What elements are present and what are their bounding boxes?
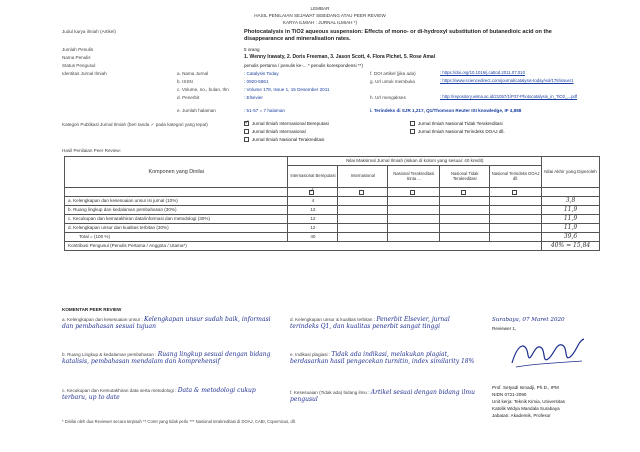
kategori-option-5[interactable]: Jurnal Ilmiah Nasional Terindeks DOAJ dll. — [410, 129, 505, 134]
komentar-a-label: a. Kelengkapan dan kesesuaian unsur : — [62, 317, 143, 322]
checkbox-icon[interactable] — [410, 121, 415, 126]
total-akhir: 39,6 — [542, 233, 600, 242]
row-max: 12 — [288, 206, 338, 215]
nama-penulis-label: Nama Penulis — [62, 55, 91, 60]
hasil-label: Hasil Penilaian Peer Review: — [62, 148, 121, 153]
checkbox-icon[interactable] — [244, 137, 249, 142]
row-label: c. Kecukupan dan kemutakhiran data/informasi dan metodologi (30%) — [65, 215, 288, 224]
sub-header-5: Nasional Terindeks DOAJ dll. — [490, 166, 542, 188]
jumlah-penulis-value: 5 orang — [244, 47, 260, 52]
komentar-c-label: c. Kecukupan dan Kemutakhiran data serta metodologi : — [62, 388, 177, 393]
volume-label: c. Volume, no., bulan, thn — [177, 87, 229, 92]
nama-jurnal-value: : Catalysis Today — [244, 71, 279, 76]
signature-unit: Unit kerja: Teknik Kimia, Universitas — [492, 399, 565, 404]
signature-name: Prof. Setyadi Ismadji, Ph.D., IPM — [492, 385, 559, 390]
row-max: 12 — [288, 215, 338, 224]
col-komponen: Komponen yang Dinilai — [65, 157, 288, 188]
judul-value: Photocatalysis in TiO2 aqueous suspension: Effects of mono- or di-hydroxyl substitution of butanedioic acid on the disappearance and mineralisation rates. — [244, 29, 552, 42]
komentar-f-label: f. Kesesuaian (Tidak ada) bidang ilmu : — [290, 390, 370, 395]
sub-header-1: Internasional Bereputasi — [288, 166, 338, 188]
komentar-heading: KOMENTAR PEER REVIEW — [62, 307, 122, 312]
volume-value: : Volume 178, Issue 1, 15 Desember 2011 — [244, 87, 330, 92]
row-akhir: 11,9 — [542, 224, 600, 233]
kategori-option-3[interactable]: Jurnal Ilmiah Nasional Terakreditasi — [244, 137, 324, 142]
komentar-d — [290, 317, 480, 331]
row-akhir: 11,9 — [542, 215, 600, 224]
sub-header-2: Internasional — [338, 166, 388, 188]
col-nilai-maks: Nilai Maksimal Jurnal Ilmiah (isikan di kolom yang sesuai: 40 kredit) — [288, 157, 542, 166]
row-label: a. Kelengkapan dan kesesuaian unsur isi jurnal (10%) — [65, 197, 288, 206]
jumlah-penulis-label: Jumlah Penulis — [62, 47, 94, 52]
sub-header-4: Nasional Tidak Terakreditasi — [440, 166, 490, 188]
komentar-e — [290, 352, 480, 366]
table-row-total — [65, 233, 600, 242]
row-label: b. Ruang lingkup dan kedalaman pembahasan (30%) — [65, 206, 288, 215]
table-row-kontribusi — [65, 242, 600, 251]
komentar-b-text: Ruang lingkup sesuai dengan bidang katalisis, pembahasan mendalam dan komprehensif — [62, 351, 271, 365]
sub-header-3: Nasional Terakreditasi Sinta ... — [388, 166, 440, 188]
kontribusi-akhir: 40% = 15,84 — [542, 242, 600, 251]
komentar-e-text: Tidak ada indikasi, melakukan plagiat, berdasarkan hasil pengecekan turnitin, index similarity 18% — [290, 351, 475, 365]
komentar-a-text: Kelengkapan unsur sudah baik, informasi dan pembahasan sesuai tujuan — [62, 316, 271, 330]
nama-jurnal-label: a. Nama Jurnal — [177, 71, 209, 76]
header-subtitle: KARYA ILMIAH : JURNAL ILMIAH *) — [282, 20, 358, 25]
row-akhir: 3,8 — [542, 197, 600, 206]
komentar-f — [290, 390, 480, 404]
index-value: i. Terindeks di SJR 1,217, Q1/Thomson Reuter ISI knowledge, IF 4,888 — [370, 108, 522, 113]
table-row-label — [65, 188, 288, 197]
judul-label: Judul karya ilmiah (Artikel) — [62, 29, 116, 34]
total-max: 40 — [288, 233, 338, 242]
komentar-d-text: Penerbit Elsevier, jurnal terindeks Q1, dan kualitas penerbit sangat tinggi — [290, 316, 450, 330]
checkbox-icon — [440, 188, 490, 197]
checkbox-checked-icon — [288, 188, 338, 197]
repo-link[interactable]: : http://repository.wima.ac.id/21057/1/P37-Photocatalysis_in_TiO2_...pdf — [440, 94, 578, 99]
checkbox-icon — [338, 188, 388, 197]
score-table — [64, 156, 600, 251]
header-title: HASIL PENILAIAN SEJAWAT SEBIDANG ATAU PEER REVIEW — [254, 13, 386, 18]
status-label: Status Pengusul — [62, 63, 96, 68]
doi-link[interactable]: : https://doi.org/10.1016/j.cattod.2011.07.010 — [440, 70, 525, 75]
kategori-option-4[interactable]: Jurnal Ilmiah Nasional Tidak Terakreditasi — [410, 121, 503, 126]
signature-unit-2: Katolik Widya Mandala Surabaya — [492, 406, 560, 411]
footnote: * Dinilai oleh dua Reviewer secara terpisah ** Coret yang tidak perlu *** Nasional terakreditasi di DOAJ, CABI, Copernicus, dll. — [62, 419, 296, 424]
signature-nidn: NIDN 0721-2090 — [492, 392, 527, 397]
kategori-option-1[interactable]: ✓ Jurnal Ilmiah Internasional Bereputasi — [244, 121, 329, 126]
komentar-a — [62, 317, 282, 331]
signature-role: Reviewer 1, — [492, 326, 517, 331]
web-link[interactable]: : https://www.sciencedirect.com/journal/catalysis-today/vol/178/issue/1 — [440, 78, 574, 83]
repo-label: h. Url mengakses — [370, 95, 406, 100]
kategori-label: Kategori Publikasi Jurnal Ilmiah (beri tanda ✓ pada kategori yang tepat) — [62, 122, 208, 127]
komentar-f-text: Artikel sesuai dengan bidang ilmu pengusul — [290, 389, 475, 403]
jumlah-hal-value: : 51-57 = 7 halaman — [244, 108, 285, 113]
checkbox-icon[interactable] — [410, 129, 415, 134]
kategori-option-2[interactable]: Jurnal Ilmiah Internasional — [244, 129, 306, 134]
doi-label: f. DOI artikel (jika ada) — [370, 71, 416, 76]
jumlah-hal-label: e. Jumlah halaman — [177, 108, 216, 113]
komentar-c — [62, 388, 282, 402]
table-row — [65, 224, 600, 233]
signature-place-date: Surabaya, 07 Maret 2020 — [492, 317, 565, 323]
checkbox-icon — [388, 188, 440, 197]
komentar-b — [62, 352, 282, 366]
komentar-c-text: Data & metodologi cukup terbaru, up to date — [62, 387, 256, 401]
penerbit-label: d. Penerbit — [177, 95, 200, 100]
row-max: 4 — [288, 197, 338, 206]
kontribusi-label: Kontribusi Pengusul (Penulis Pertama / Anggota / Utama*) — [65, 242, 542, 251]
identitas-label: Identitas Jurnal Ilmiah — [62, 71, 107, 76]
komentar-d-label: d. Kelengkapan unsur & kualitas terbitan : — [290, 317, 376, 322]
checkbox-icon[interactable] — [244, 129, 249, 134]
header-lembar: LEMBAR — [310, 6, 330, 11]
issn-label: b. ISSN — [177, 79, 193, 84]
web-label: g. Url untuk membuka — [370, 79, 415, 84]
table-row — [65, 197, 600, 206]
signature-jabatan: Jabatan: Akademik, Profesor — [492, 413, 551, 418]
col-nilai-akhir: Nilai Akhir yang Diperoleh — [542, 157, 600, 188]
row-akhir: 11,9 — [542, 206, 600, 215]
penerbit-value: : Elsevier — [244, 95, 263, 100]
row-label: d. Kelengkapan unsur dan kualitas terbitan (30%) — [65, 224, 288, 233]
signature-image — [508, 333, 588, 373]
komentar-e-label: e. Indikasi plagiasi : — [290, 352, 331, 357]
nama-penulis-value: 1. Wenny Irawaty, 2. Doris Freeman, 3. Jason Scott, 4. Flora Pichet, 5. Rose Amal — [244, 54, 436, 60]
checkbox-icon — [490, 188, 542, 197]
total-label: Total = (100 %) — [65, 233, 288, 242]
issn-value: : 0920-5861 — [244, 79, 269, 84]
status-value: penulis pertama / penulis ke-... * penulis korespondensi **) — [244, 63, 363, 68]
checkbox-checked-icon[interactable] — [244, 121, 249, 126]
table-row — [65, 215, 600, 224]
row-max: 12 — [288, 224, 338, 233]
table-row — [65, 206, 600, 215]
komentar-b-label: b. Ruang Lingkup & kedalaman pembahasan : — [62, 352, 157, 357]
